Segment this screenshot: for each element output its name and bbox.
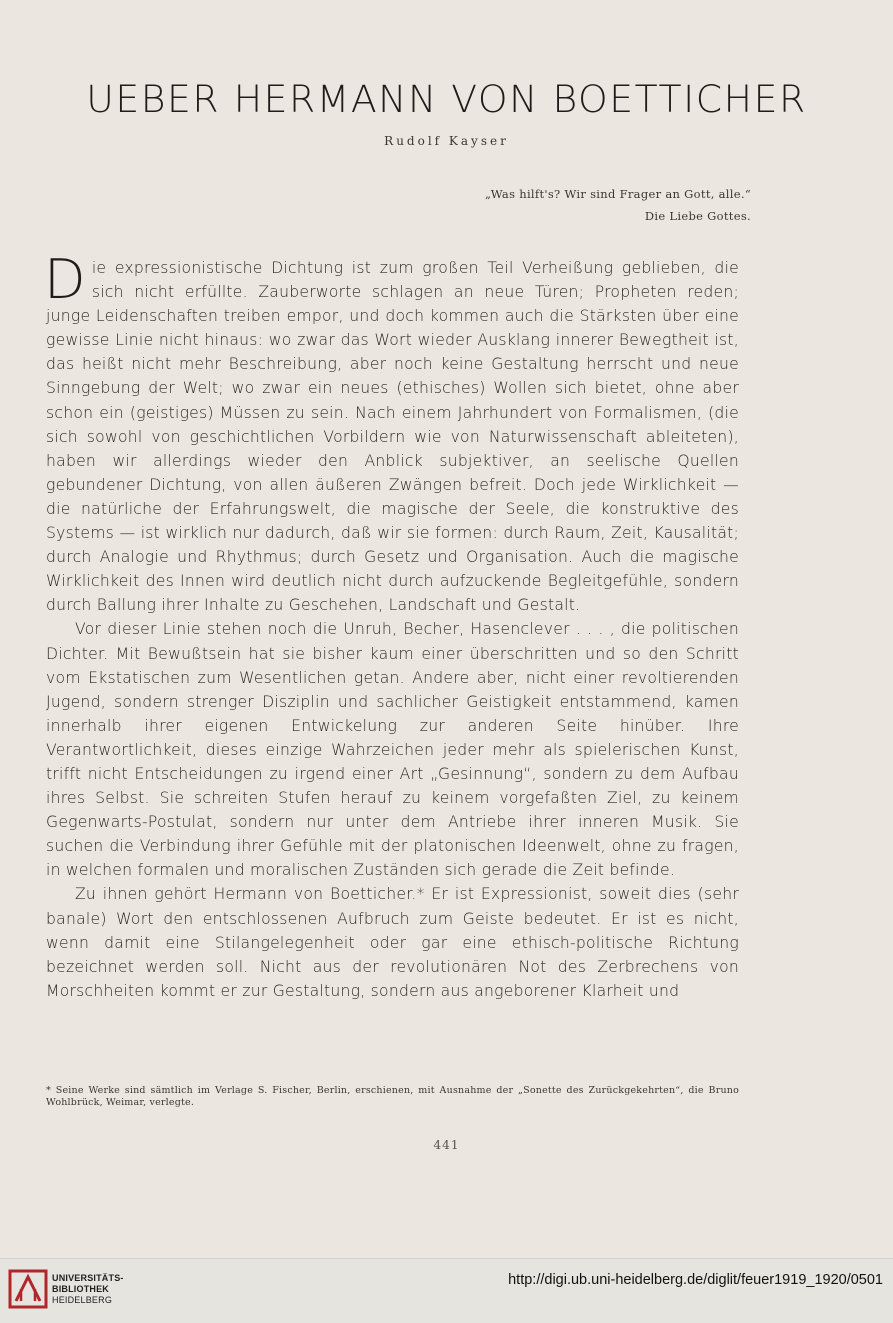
motto-source: Die Liebe Gottes.: [644, 209, 751, 223]
footnote: * Seine Werke sind sämtlich im Verlage S. Fischer, Berlin, erschienen, mit Ausnahme der „Sonette des Zurückgekehrten“, die Bruno Wohlbrück, Weimar, verlegte.: [46, 1085, 739, 1108]
motto-quote: „Was hilft's? Wir sind Frager an Gott, alle.“: [484, 187, 751, 201]
article-body: [44, 248, 739, 1003]
permalink-url[interactable]: http://digi.ub.uni-heidelberg.de/diglit/feuer1919_1920/0501: [508, 1272, 883, 1288]
library-name: [52, 1273, 124, 1306]
logo-graphic-icon: [8, 1269, 48, 1309]
drop-cap: D: [44, 248, 86, 311]
paragraph-1: [44, 248, 739, 617]
library-name-line2: BIBLIOTHEK: [52, 1284, 109, 1294]
library-name-line3: HEIDELBERG: [52, 1295, 113, 1305]
footer-bar: [0, 1258, 893, 1323]
page-number: 441: [433, 1138, 460, 1152]
article-title: UEBER HERMANN VON BOETTICHER: [86, 78, 807, 121]
library-name-line1: UNIVERSITÄTS-: [52, 1273, 124, 1283]
motto: [485, 183, 751, 227]
paragraph-2: Vor dieser Linie stehen noch die Unruh, Becher, Hasenclever . . . , die politischen Dichter. Mit Bewußtsein hat sie bisher kaum einer überschritten und so den Schritt vom Ekstatischen zum Wesentlichen getan. Andere aber, nicht einer revoltierenden Jugend, sondern strenger Disziplin und sachlicher Geistigkeit entstammend, kamen innerhalb ihrer eigenen Entwickelung zur anderen Seite hinüber. Ihre Verantwortlichkeit, dieses einzige Wahrzeichen jeder mehr als spielerischen Kunst, trifft nicht Entscheidungen zu irgend einer Art „Gesinnung“, sondern zu dem Aufbau ihres Selbst. Sie schreiten Stufen herauf zu keinem vorgefaßten Ziel, zu keinem Gegenwarts-Postulat, sondern nur unter dem Antriebe ihrer inneren Musik. Sie suchen die Verbindung ihrer Gefühle mit der platonischen Ideenwelt, ohne zu fragen, in welchen formalen und moralischen Zuständen sich gerade die Zeit befinde.: [46, 620, 739, 880]
article-author: Rudolf Kayser: [384, 134, 509, 148]
paragraph-3: Zu ihnen gehört Hermann von Boetticher.* Er ist Expressionist, soweit dies (sehr banale) Wort den entschlossenen Aufbruch zum Geiste bedeutet. Er ist es nicht, wenn damit eine Stilangelegenheit oder gar eine ethisch-politische Richtung bezeichnet werden soll. Nicht aus der revolutionären Not des Zerbrechens von Morschheiten kommt er zur Gestaltung, sondern aus angeborener Klarheit und: [46, 885, 739, 1000]
paragraph-1-text: ie expressionistische Dichtung ist zum großen Teil Verheißung geblieben, die sich nicht erfüllte. Zauberworte schlagen an neue Türen; Propheten reden; junge Leidenschaften treiben empor, und doch kommen auch die Stärksten über eine gewisse Linie nicht hinaus: wo zwar das Wort wieder Ausklang innerer Bewegtheit ist, das heißt nicht mehr Beschreibung, aber noch keine Gestaltung herrscht und neue Sinngebung der Welt; wo zwar ein neues (ethisches) Wollen sich bietet, ohne aber schon ein (geistiges) Müssen zu sein. Nach einem Jahrhundert von Formalismen, (die sich sowohl von geschichtlichen Vorbildern wie von Naturwissenschaft ableiteten), haben wir allerdings wieder den Anblick subjektiver, an seelische Quellen gebundener Dichtung, von allen äußeren Zwängen befreit. Doch jede Wirklichkeit — die natürliche der Erfahrungswelt, die magische der Seele, die konstruktive des Systems — ist wirklich nur dadurch, daß wir sie formen: durch Raum, Zeit, Kausalität; durch Analogie und Rhythmus; durch Gesetz und Organisation. Auch die magische Wirklichkeit des Innen wird deutlich nicht durch aufzuckende Begleitgefühle, sondern durch Ballung ihrer Inhalte zu Geschehen, Landschaft und Gestalt.: [46, 259, 739, 615]
university-library-logo-icon[interactable]: [8, 1269, 48, 1309]
